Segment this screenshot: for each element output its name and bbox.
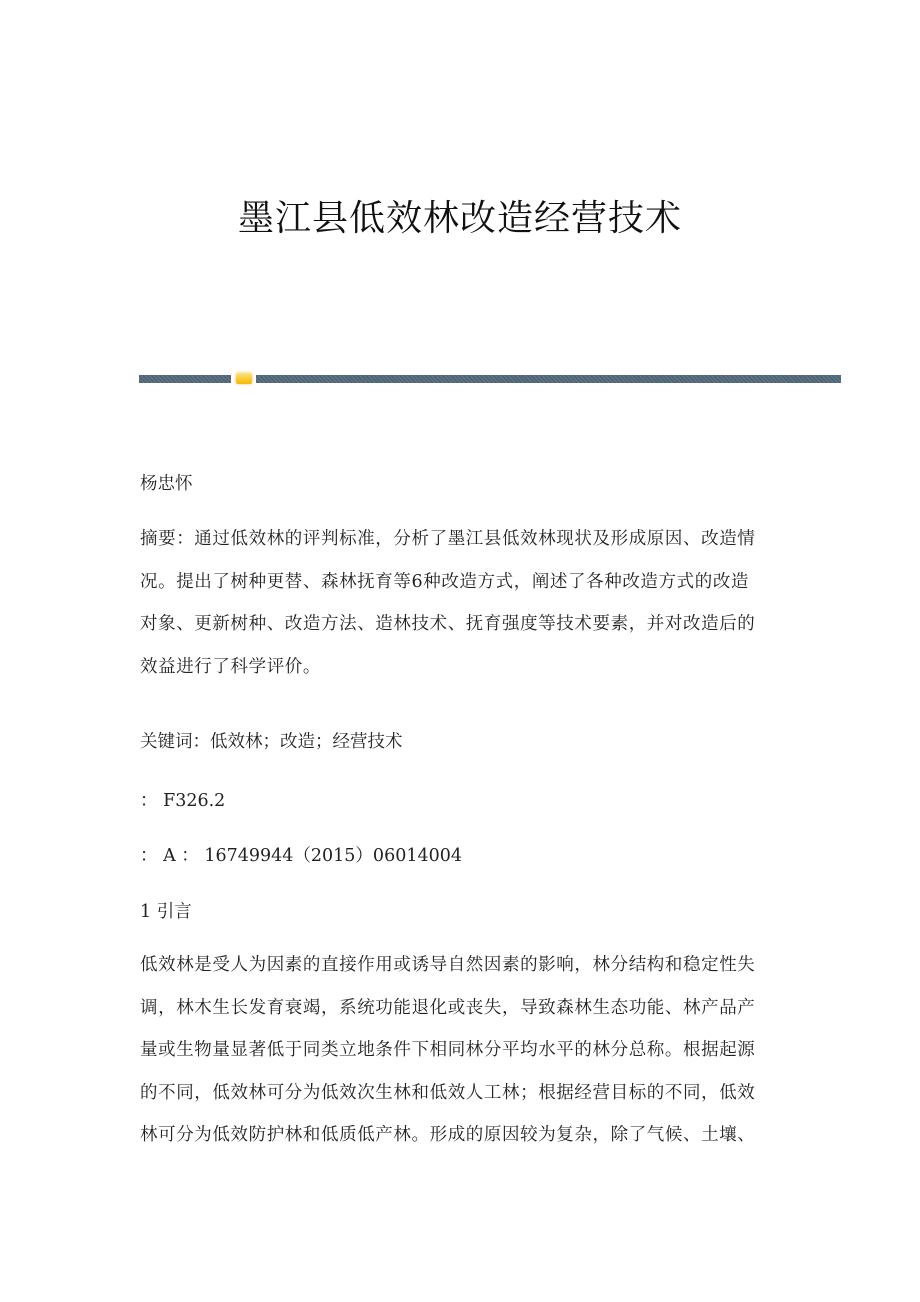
abstract-line: 况。提出了树种更替、森林抚育等6种改造方式，阐述了各种改造方式的改造 bbox=[140, 571, 750, 592]
classification-number: ： F326.2 bbox=[140, 791, 226, 811]
section-heading: 1 引言 bbox=[140, 902, 192, 922]
abstract-line: 对象、更新树种、改造方法、造林技术、抚育强度等技术要素，并对改造后的 bbox=[140, 614, 756, 634]
ornament-icon bbox=[236, 373, 252, 384]
body-line: 调，林木生长发育衰竭，系统功能退化或丧失，导致森林生态功能、林产品产 bbox=[140, 997, 756, 1018]
abstract bbox=[140, 518, 770, 688]
body-line: 低效林是受人为因素的直接作用或诱导自然因素的影响，林分结构和稳定性失 bbox=[140, 955, 756, 975]
body-line: 的不同，低效林可分为低效次生林和低效人工林；根据经营目标的不同，低效 bbox=[140, 1082, 756, 1103]
decorative-rule-right bbox=[256, 375, 841, 383]
body-line: 林可分为低效防护林和低质低产林。形成的原因较为复杂，除了气候、土壤、 bbox=[140, 1125, 756, 1145]
body-line: 量或生物量显著低于同类立地条件下相同林分平均水平的林分总称。根据起源 bbox=[140, 1040, 756, 1060]
keywords: 关键词：低效林；改造；经营技术 bbox=[140, 732, 403, 752]
decorative-rule-left bbox=[139, 375, 231, 383]
document-title: 墨江县低效林改造经营技术 bbox=[237, 198, 682, 239]
body-paragraph bbox=[140, 944, 770, 1157]
author: 杨忠怀 bbox=[140, 474, 193, 494]
abstract-line: 效益进行了科学评价。 bbox=[140, 656, 321, 677]
article-id: ： A ： 16749944（2015）06014004 bbox=[140, 846, 463, 866]
abstract-line: 摘要：通过低效林的评判标准，分析了墨江县低效林现状及形成原因、改造情 bbox=[140, 529, 756, 549]
